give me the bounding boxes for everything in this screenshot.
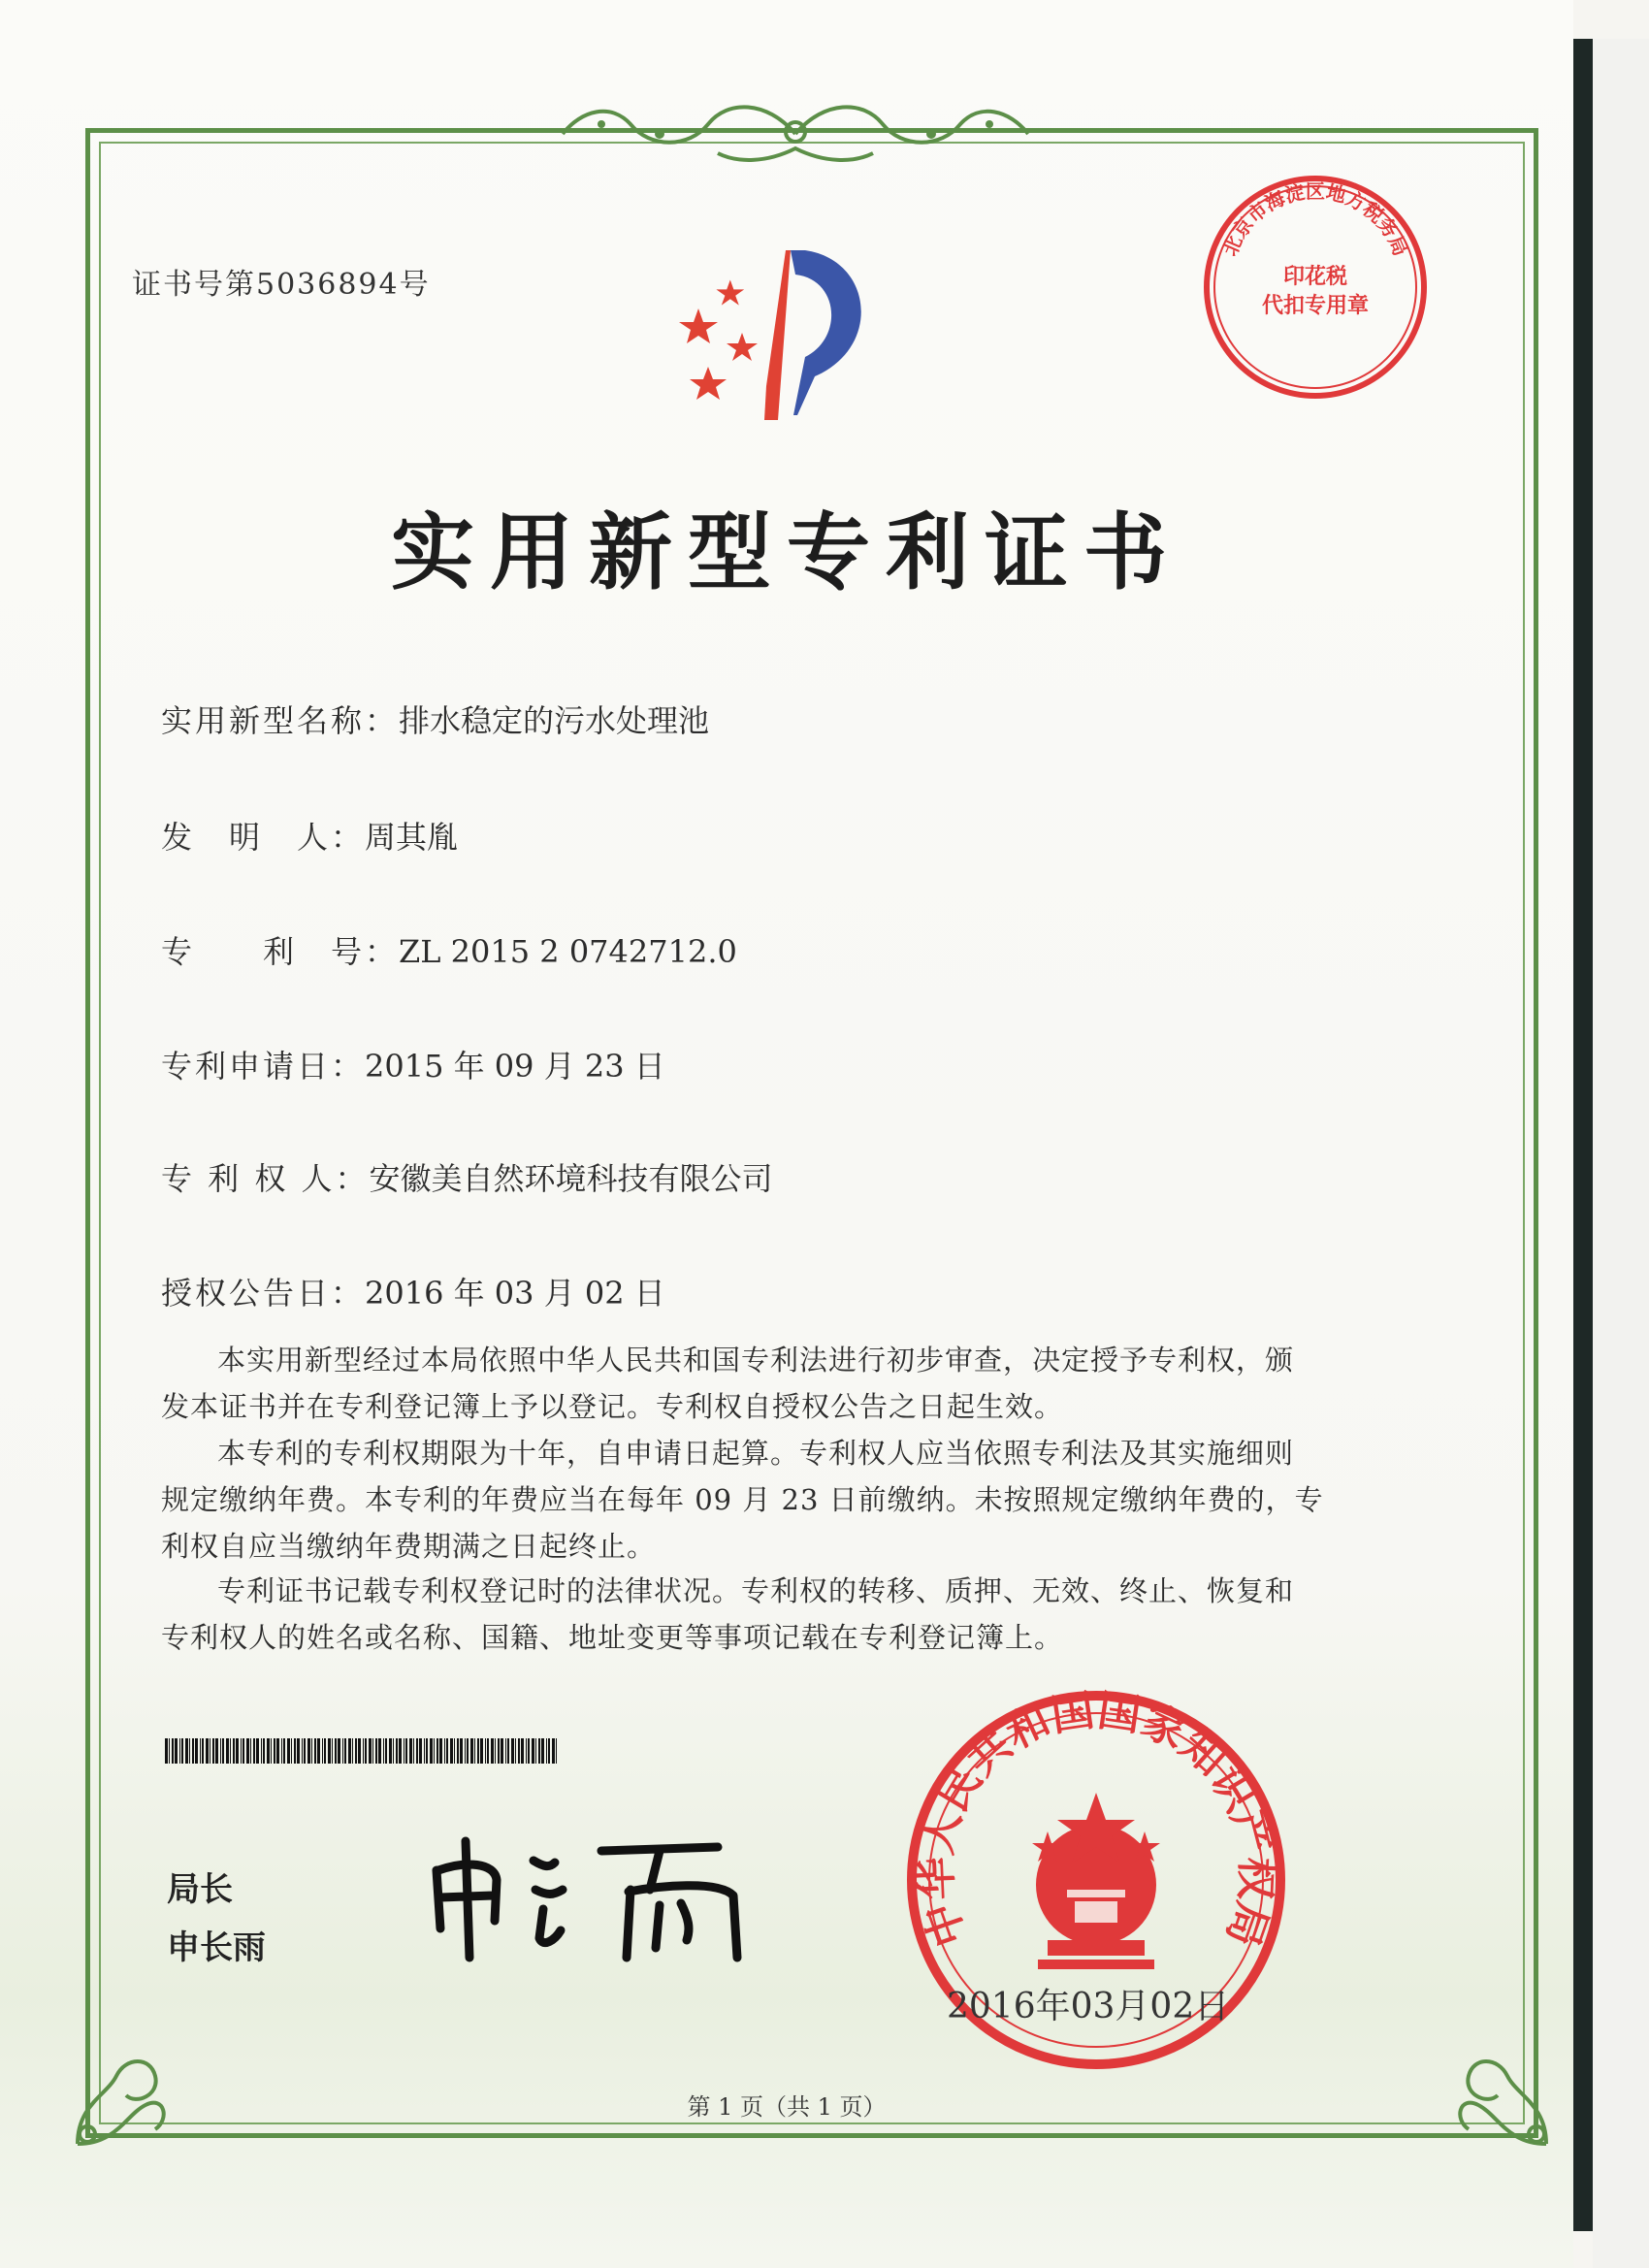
barcode-bar <box>528 1738 530 1764</box>
barcode-bar <box>241 1738 242 1764</box>
barcode-bar <box>311 1738 312 1764</box>
paragraph-line: 本实用新型经过本局依照中华人民共和国专利法进行初步审查，决定授予专利权，颁 <box>217 1344 1295 1377</box>
certificate-number: 证书号第5036894号 <box>132 268 431 302</box>
field-label: 实用新型名称： <box>161 702 400 739</box>
barcode-bar <box>302 1738 303 1764</box>
barcode-bar <box>175 1738 178 1764</box>
paragraph-line: 专利证书记载专利权登记时的法律状况。专利权的转移、质押、无效、终止、恢复和 <box>217 1574 1295 1607</box>
barcode-bar <box>385 1738 387 1764</box>
barcode-bar <box>546 1738 547 1764</box>
barcode-bar <box>189 1738 190 1764</box>
barcode-bar <box>413 1738 414 1764</box>
field-value: 排水稳定的污水处理池 <box>399 702 710 739</box>
barcode-bar <box>495 1738 496 1764</box>
scan-margin <box>1593 39 1649 2268</box>
barcode-bar <box>454 1738 455 1764</box>
barcode-bar <box>474 1738 475 1764</box>
barcode-bar <box>405 1738 407 1764</box>
barcode-bar <box>172 1738 174 1764</box>
barcode-bar <box>271 1738 272 1764</box>
barcode-bar <box>324 1738 326 1764</box>
paragraph-grant <box>161 1337 1325 1430</box>
barcode-bar <box>169 1738 170 1764</box>
barcode-bar <box>465 1738 466 1764</box>
barcode-bar <box>206 1738 209 1764</box>
barcode-bar <box>532 1738 534 1764</box>
barcode-bar <box>261 1738 262 1764</box>
barcode-bar <box>541 1738 544 1764</box>
barcode-bar <box>383 1738 384 1764</box>
barcode-bar <box>222 1738 224 1764</box>
barcode-bar <box>338 1738 340 1764</box>
paragraph-line: 专利权人的姓名或名称、国籍、地址变更等事项记载在专利登记簿上。 <box>161 1621 1064 1654</box>
field-value: 安徽美自然环境科技有限公司 <box>369 1160 773 1197</box>
barcode-bar <box>220 1738 221 1764</box>
director-role: 局长 <box>167 1870 233 1909</box>
barcode-bar <box>409 1738 412 1764</box>
barcode-bar <box>378 1738 381 1764</box>
barcode-bar <box>434 1738 435 1764</box>
barcode-bar <box>498 1738 500 1764</box>
tax-seal-center-2: 代扣专用章 <box>1261 294 1370 318</box>
field-value: ZL 2015 2 0742712.0 <box>399 933 737 970</box>
scan-edge-shadow <box>1573 39 1593 2231</box>
barcode-bar <box>446 1738 448 1764</box>
barcode-bar <box>460 1738 463 1764</box>
barcode-bar <box>328 1738 331 1764</box>
field-patent-number <box>161 927 737 972</box>
barcode-bar <box>470 1738 473 1764</box>
barcode-bar <box>344 1738 346 1764</box>
barcode-bar <box>263 1738 265 1764</box>
barcode-bar <box>181 1738 183 1764</box>
barcode-bar <box>335 1738 337 1764</box>
barcode-bar <box>287 1738 290 1764</box>
barcode-icon <box>165 1738 563 1764</box>
barcode-bar <box>192 1738 194 1764</box>
barcode-bar <box>348 1738 351 1764</box>
barcode-bar <box>226 1738 229 1764</box>
paragraph-line: 本专利的专利权期限为十年，自申请日起算。专利权人应当依照专利法及其实施细则 <box>217 1437 1295 1470</box>
barcode-bar <box>365 1738 367 1764</box>
barcode-bar <box>416 1738 418 1764</box>
barcode-bar <box>195 1738 198 1764</box>
barcode-bar <box>430 1738 433 1764</box>
barcode-bar <box>185 1738 188 1764</box>
barcode-bar <box>281 1738 282 1764</box>
barcode-bar <box>467 1738 469 1764</box>
barcode-bar <box>322 1738 323 1764</box>
barcode-bar <box>521 1738 524 1764</box>
barcode-bar <box>314 1738 316 1764</box>
barcode-bar <box>419 1738 422 1764</box>
barcode-bar <box>439 1738 442 1764</box>
barcode-bar <box>294 1738 296 1764</box>
barcode-bar <box>485 1738 486 1764</box>
barcode-bar <box>212 1738 214 1764</box>
field-value: 2015 年 09 月 23 日 <box>365 1048 665 1085</box>
barcode-bar <box>444 1738 445 1764</box>
paragraph-legal-status <box>161 1568 1325 1661</box>
barcode-bar <box>372 1738 373 1764</box>
page-indicator: 第 1 页（共 1 页） <box>687 2093 887 2121</box>
director-name: 申长雨 <box>167 1928 266 1967</box>
barcode-bar <box>246 1738 249 1764</box>
barcode-bar <box>276 1738 279 1764</box>
barcode-bar <box>480 1738 483 1764</box>
barcode-bar <box>548 1738 550 1764</box>
tax-seal-center-1: 印花税 <box>1282 265 1348 289</box>
field-utility-model-name <box>161 697 709 741</box>
barcode-bar <box>501 1738 503 1764</box>
barcode-bar <box>424 1738 425 1764</box>
barcode-bar <box>363 1738 364 1764</box>
barcode-bar <box>352 1738 353 1764</box>
barcode-bar <box>375 1738 377 1764</box>
sipo-seal-text: 中华人民共和国国家知识产权局 <box>911 1686 1281 1953</box>
barcode-bar <box>477 1738 479 1764</box>
barcode-bar <box>369 1738 372 1764</box>
barcode-bar <box>253 1738 255 1764</box>
barcode-bar <box>283 1738 285 1764</box>
paragraph-term <box>161 1430 1325 1570</box>
barcode-bar <box>491 1738 494 1764</box>
certificate-title: 实用新型专利证书 <box>391 503 1182 601</box>
barcode-bar <box>307 1738 310 1764</box>
barcode-bar <box>396 1738 398 1764</box>
barcode-bar <box>274 1738 275 1764</box>
barcode-bar <box>457 1738 459 1764</box>
svg-text:北京市海淀区地方税务局 <box>1218 179 1413 259</box>
barcode-bar <box>230 1738 231 1764</box>
top-ornament-icon <box>543 95 1048 173</box>
field-patentee <box>161 1154 773 1199</box>
barcode-bar <box>526 1738 527 1764</box>
barcode-bar <box>487 1738 489 1764</box>
field-application-date <box>161 1042 665 1086</box>
field-grant-date <box>161 1269 665 1313</box>
barcode-bar <box>267 1738 270 1764</box>
paragraph-line: 发本证书并在专利登记簿上予以登记。专利权自授权公告之日起生效。 <box>161 1390 1064 1423</box>
barcode-bar <box>165 1738 168 1764</box>
barcode-bar <box>297 1738 300 1764</box>
barcode-bar <box>507 1738 509 1764</box>
barcode-bar <box>200 1738 201 1764</box>
barcode-bar <box>355 1738 357 1764</box>
certificate-border-inner <box>99 142 1525 2124</box>
barcode-bar <box>179 1738 180 1764</box>
sipo-logo-icon <box>650 241 912 435</box>
barcode-bar <box>426 1738 428 1764</box>
barcode-bar <box>556 1738 557 1764</box>
barcode-bar <box>332 1738 333 1764</box>
signature-icon <box>427 1812 776 1967</box>
barcode-bar <box>236 1738 239 1764</box>
barcode-bar <box>342 1738 343 1764</box>
barcode-bar <box>317 1738 320 1764</box>
field-value: 2016 年 03 月 02 日 <box>365 1275 665 1312</box>
barcode-bar <box>538 1738 540 1764</box>
barcode-bar <box>304 1738 306 1764</box>
barcode-bar <box>242 1738 244 1764</box>
issue-date: 2016年03月02日 <box>947 1987 1230 2026</box>
tax-seal-text: 北京市海淀区地方税务局 <box>1217 179 1413 260</box>
field-label: 授权公告日： <box>161 1275 366 1312</box>
field-label: 发 明 人： <box>161 819 366 856</box>
barcode-bar <box>250 1738 251 1764</box>
field-label: 专 利 权 人： <box>161 1160 370 1197</box>
barcode-bar <box>393 1738 394 1764</box>
paragraph-line: 规定缴纳年费。本专利的年费应当在每年 09 月 23 日前缴纳。未按照规定缴纳年费的，专 <box>161 1483 1324 1516</box>
barcode-bar <box>399 1738 402 1764</box>
tax-seal-icon <box>1199 171 1432 404</box>
barcode-bar <box>233 1738 235 1764</box>
field-value: 周其胤 <box>365 819 459 856</box>
barcode-bar <box>202 1738 204 1764</box>
paragraph-line: 利权自应当缴纳年费期满之日起终止。 <box>161 1530 657 1563</box>
barcode-bar <box>291 1738 292 1764</box>
barcode-bar <box>450 1738 453 1764</box>
barcode-bar <box>505 1738 506 1764</box>
barcode-bar <box>535 1738 536 1764</box>
barcode-bar <box>436 1738 438 1764</box>
barcode-bar <box>215 1738 218 1764</box>
barcode-bar <box>256 1738 259 1764</box>
barcode-bar <box>389 1738 392 1764</box>
barcode-bar <box>515 1738 516 1764</box>
field-label: 专利申请日： <box>161 1048 366 1085</box>
field-label: 专 利 号： <box>161 933 400 970</box>
barcode-bar <box>518 1738 520 1764</box>
barcode-bar <box>358 1738 361 1764</box>
barcode-bar <box>552 1738 555 1764</box>
barcode-bar <box>511 1738 514 1764</box>
field-inventor <box>161 813 458 858</box>
